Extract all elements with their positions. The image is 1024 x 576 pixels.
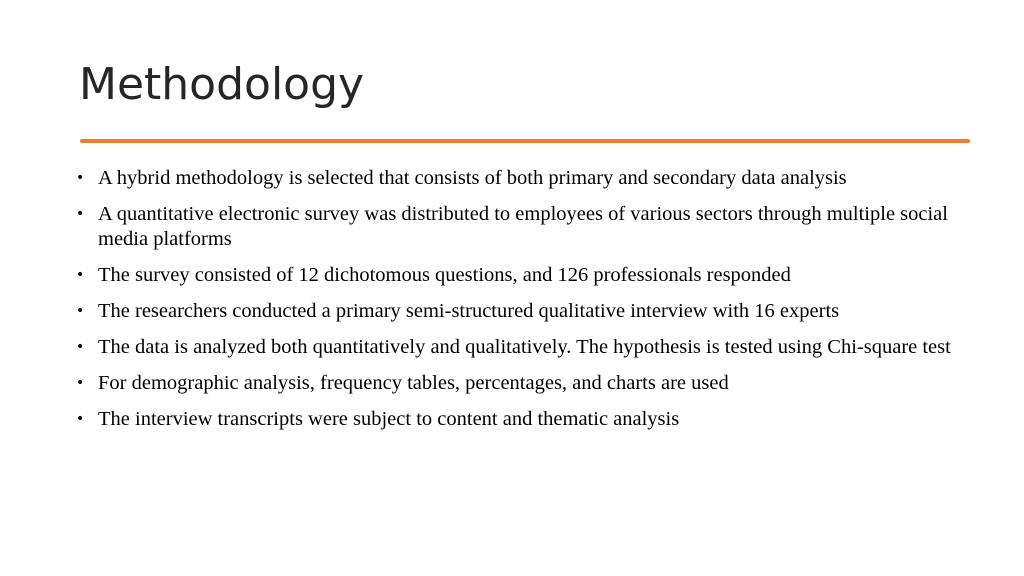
bullet-text: A hybrid methodology is selected that consists of both primary and secondary data analysis: [98, 167, 847, 189]
slide-title: Methodology: [79, 59, 365, 110]
bullet-text: For demographic analysis, frequency tables, percentages, and charts are used: [98, 372, 729, 394]
title-underline: [80, 139, 970, 143]
bullet-list: [76, 166, 956, 443]
bullet-dot-icon: •: [76, 339, 85, 355]
bullet-item: [76, 299, 956, 324]
bullet-dot-icon: •: [76, 411, 85, 427]
bullet-item: [76, 407, 956, 432]
bullet-dot-icon: •: [76, 170, 85, 186]
bullet-text: A quantitative electronic survey was distributed to employees of various sectors through multiple social media platforms: [98, 203, 948, 250]
bullet-dot-icon: •: [76, 206, 85, 222]
bullet-text: The interview transcripts were subject to content and thematic analysis: [98, 408, 680, 430]
bullet-dot-icon: •: [76, 375, 85, 391]
bullet-dot-icon: •: [76, 303, 85, 319]
bullet-dot-icon: •: [76, 267, 85, 283]
bullet-item: [76, 166, 956, 191]
bullet-item: [76, 371, 956, 396]
bullet-item: [76, 263, 956, 288]
bullet-item: [76, 202, 956, 252]
bullet-text: The researchers conducted a primary semi-structured qualitative interview with 16 experts: [98, 300, 840, 322]
bullet-text: The data is analyzed both quantitatively and qualitatively. The hypothesis is tested using Chi-square test: [98, 336, 951, 358]
bullet-item: [76, 335, 956, 360]
bullet-text: The survey consisted of 12 dichotomous questions, and 126 professionals responded: [98, 264, 791, 286]
